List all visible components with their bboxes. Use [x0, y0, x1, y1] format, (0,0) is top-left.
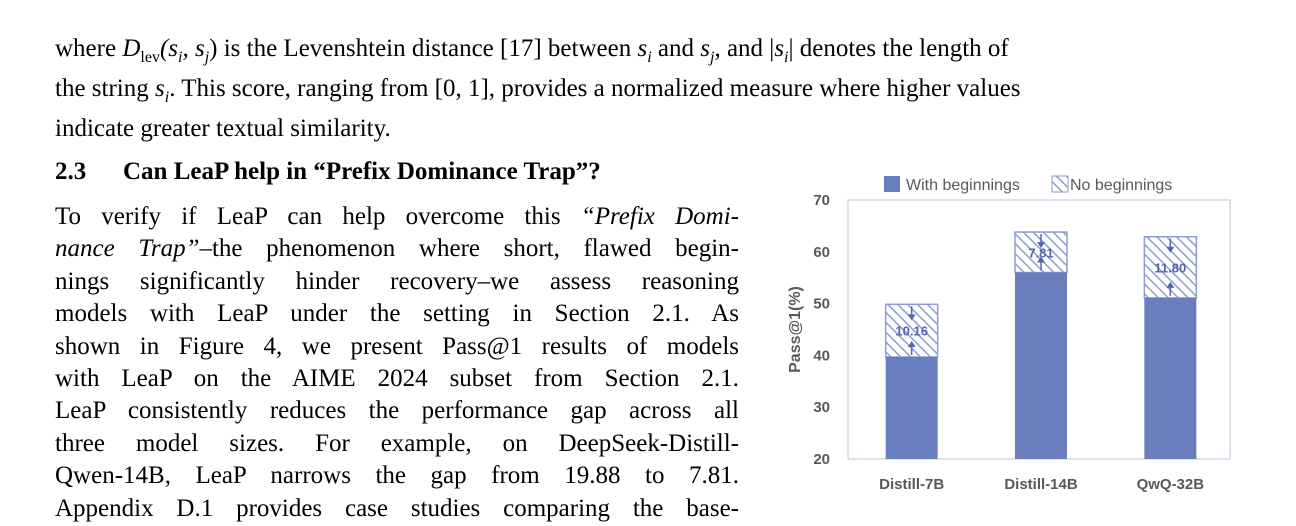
stacked-bar-chart — [780, 168, 1240, 508]
legend-label-no-beginnings: No beginnings — [1070, 177, 1173, 194]
section-number: 2.3 — [55, 158, 87, 185]
figure-4-chart — [780, 168, 1240, 508]
para-line: nings significantly hinder recovery–we assess reasoning — [55, 267, 739, 295]
y-tick-label: 20 — [813, 451, 830, 468]
intro-paragraph — [55, 33, 1245, 144]
legend-swatch-no-beginnings — [1052, 176, 1068, 192]
intro-line-2: the string $s_i$. This score, ranging from [0, 1], provides a normalized measure where higher values — [55, 75, 1021, 106]
intro-line-1: where $D_{lev}(s_i$, $s_j$) is the Levenshtein distance [17] between $s_i$ and $s_j$, and $|s_i|$ denotes the length of — [55, 35, 1009, 66]
x-tick-label: Distill-14B — [1004, 476, 1078, 493]
y-tick-label: 30 — [813, 399, 830, 417]
y-tick-label: 40 — [813, 347, 830, 365]
y-tick-label: 70 — [813, 192, 830, 209]
bar-with-beginnings — [886, 357, 938, 459]
para-line: Qwen-14B, LeaP narrows the gap from 19.88 to 7.81. — [55, 462, 739, 490]
gap-label: 7.81 — [1028, 245, 1054, 261]
y-tick-label: 60 — [813, 243, 830, 261]
section-title: Can LeaP help in “Prefix Dominance Trap”? — [123, 158, 601, 185]
para-line: three model sizes. For example, on DeepSeek-Distill- — [55, 429, 739, 457]
body-paragraph — [55, 201, 739, 525]
x-tick-label: QwQ-32B — [1136, 476, 1205, 493]
x-tick-label: Distill-7B — [879, 476, 945, 493]
gap-label: 10.16 — [895, 323, 928, 339]
legend-swatch-with-beginnings — [884, 176, 900, 192]
para-line: models with LeaP under the setting in Section 2.1. As — [55, 300, 739, 328]
para-line: Appendix D.1 provides case studies comparing the base- — [55, 494, 739, 522]
intro-line-3: indicate greater textual similarity. — [55, 115, 391, 142]
bar-with-beginnings — [1144, 298, 1196, 459]
bar-with-beginnings — [1015, 273, 1067, 459]
para-line: LeaP consistently reduces the performance gap across all — [55, 397, 739, 425]
para-line: nance Trap”–the phenomenon where short, flawed begin- — [55, 235, 739, 263]
section-heading — [55, 156, 601, 188]
y-tick-label: 50 — [813, 295, 830, 313]
y-axis-label: Pass@1(%) — [787, 286, 804, 373]
para-line: with LeaP on the AIME 2024 subset from Section 2.1. — [55, 365, 739, 393]
para-line: To verify if LeaP can help overcome this “Prefix Domi- — [55, 203, 739, 230]
para-line: shown in Figure 4, we present Pass@1 results of models — [55, 332, 739, 360]
legend-label-with-beginnings: With beginnings — [906, 177, 1020, 194]
gap-label: 11.80 — [1154, 260, 1187, 276]
